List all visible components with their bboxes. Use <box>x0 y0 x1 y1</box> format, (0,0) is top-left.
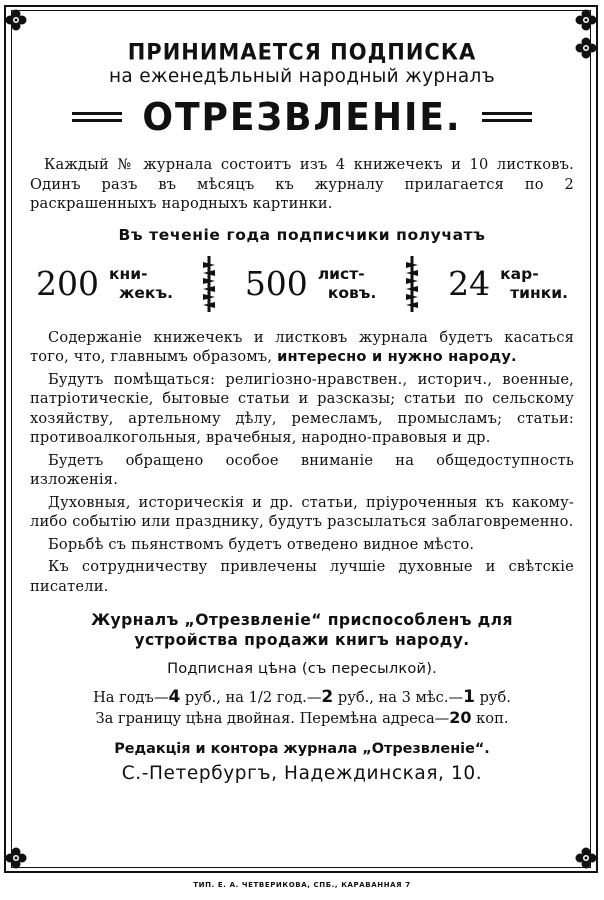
title-rule-right <box>482 112 532 122</box>
count-leaflets <box>245 264 377 304</box>
drunkenness-paragraph: Борьбѣ съ пьянствомъ будетъ отведено видное мѣсто. <box>48 535 475 553</box>
contributors-paragraph: Къ сотрудничеству привлечены лучшіе духовные и свѣтскіе писатели. <box>30 558 574 595</box>
count-number: 24 <box>448 263 491 303</box>
price-quarter-value: 1 <box>463 687 475 707</box>
timely-articles-paragraph: Духовныя, историческія и др. статьи, пріуроченныя къ какому-либо событію или празднику, будутъ разсылаться заблаговременно. <box>30 493 574 530</box>
journal-purpose-line1: Журналъ „Отрезвленіе“ приспособленъ для <box>91 611 513 629</box>
intro-paragraph: Каждый № журнала состоитъ изъ 4 книжечекъ и 10 листковъ. Одинъ разъ въ мѣсяцъ къ журналу прилагается по 2 раскрашенныхъ народныхъ картинки. <box>30 156 574 212</box>
accessibility-paragraph: Будетъ обращено особое вниманіе на общедоступность изложенія. <box>30 451 574 488</box>
price-half-label: 1/2 <box>248 689 273 706</box>
count-number: 200 <box>36 263 99 303</box>
corner-flower-icon <box>574 36 598 60</box>
count-word <box>500 265 568 303</box>
price-year-unit: руб., на <box>180 689 249 706</box>
advertisement-content <box>30 22 574 784</box>
title-row <box>30 95 574 139</box>
price-year-value: 4 <box>168 687 181 707</box>
price-line <box>30 687 574 708</box>
year-heading: Въ теченіе года подписчики получатъ <box>118 225 486 244</box>
count-word-line1: лист- <box>317 264 365 283</box>
journal-purpose <box>30 610 574 650</box>
title-rule-left <box>72 112 122 122</box>
divider-ornament-icon <box>201 256 217 312</box>
content-paragraph <box>30 328 574 367</box>
corner-flower-icon <box>574 846 598 870</box>
count-word <box>318 265 377 303</box>
count-word-line1: кни- <box>109 264 148 283</box>
price-half-unit: руб., на 3 мѣс.— <box>333 689 464 706</box>
subscription-heading: ПРИНИМАЕТСЯ ПОДПИСКА <box>127 39 477 65</box>
printer-imprint: ТИП. Е. А. ЧЕТВЕРИКОВА, СПБ., КАРАВАННАЯ 7 <box>193 881 411 889</box>
count-word-line2: ковъ. <box>327 283 377 302</box>
abroad-price-line <box>30 708 574 729</box>
abroad-text: За границу цѣна двойная. Перемѣна адреса— <box>95 710 450 727</box>
count-word-line2: тинки. <box>510 283 568 302</box>
price-quarter-unit: руб. <box>474 689 511 706</box>
content-text: Содержаніе книжечекъ и листковъ журнала будетъ касаться того, что, главнымъ образомъ, <box>30 328 574 365</box>
description-body <box>30 328 574 597</box>
journal-subheading: на еженедѣльный народный журналъ <box>109 66 495 87</box>
price-half-value: 2 <box>321 687 334 707</box>
office-address: С.-Петербургъ, Надеждинская, 10. <box>121 763 483 784</box>
editorial-office: Редакція и контора журнала „Отрезвленіе“. <box>114 741 490 757</box>
corner-flower-icon <box>574 8 598 32</box>
content-emphasis: интересно и нужно народу. <box>277 348 517 365</box>
divider-ornament-icon <box>404 256 420 312</box>
topics-paragraph: Будутъ помѣщаться: религіозно-нравствен., историч., военные, патріотическіе, бытовые статьи и разсказы; статьи по сельскому хозяйству, артельному дѣлу, ремесламъ, промысламъ; статьи: противоалкогольныя, врачебныя, народно-правовыя и др. <box>30 370 574 446</box>
journal-title: ОТРЕЗВЛЕНІЕ. <box>142 95 462 139</box>
subscription-price-label: Подписная цѣна (съ пересылкой). <box>167 660 437 677</box>
journal-purpose-line2: устройства продажи книгъ народу. <box>134 631 470 649</box>
count-books <box>36 264 173 304</box>
price-half-text: год.— <box>272 689 322 706</box>
count-number: 500 <box>244 263 308 303</box>
address-change-value: 20 <box>449 708 472 727</box>
price-year-label: На годъ— <box>93 689 169 706</box>
count-word-line1: кар- <box>500 264 539 283</box>
corner-flower-icon <box>4 846 28 870</box>
counts-row <box>30 256 574 312</box>
address-change-unit: коп. <box>471 710 509 727</box>
corner-flower-icon <box>4 8 28 32</box>
count-word-line2: жекъ. <box>119 283 173 302</box>
count-pictures <box>448 264 568 304</box>
count-word <box>109 265 173 303</box>
